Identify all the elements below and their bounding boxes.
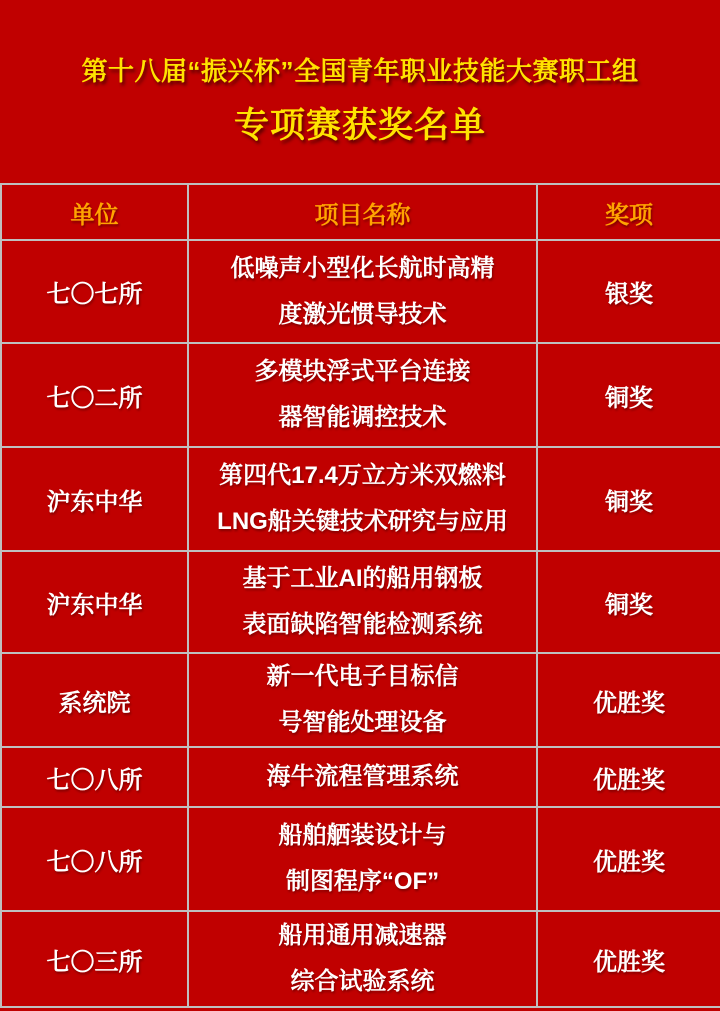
header-award: 奖项: [537, 184, 720, 240]
page-title-line1: 第十八届“振兴杯”全国青年职业技能大赛职工组: [81, 56, 639, 86]
project-cell: [188, 447, 537, 551]
table-row: [1, 747, 720, 807]
award-cell: 优胜奖: [537, 653, 720, 747]
project-line: 号智能处理设备: [278, 709, 447, 736]
project-line: 多模块浮式平台连接: [254, 358, 471, 385]
project-cell: [188, 747, 537, 807]
award-cell: 银奖: [537, 240, 720, 343]
project-cell: [188, 551, 537, 653]
project-line: 海牛流程管理系统: [266, 763, 459, 790]
award-cell: 铜奖: [537, 551, 720, 653]
unit-cell: 七〇八所: [1, 807, 188, 911]
project-cell: [188, 911, 537, 1007]
project-line: 度激光惯导技术: [278, 300, 447, 328]
table-row: [1, 653, 720, 747]
unit-cell: 系统院: [1, 653, 188, 747]
table-header-row: [1, 184, 720, 240]
project-line: 综合试验系统: [290, 968, 435, 995]
unit-cell: 七〇七所: [1, 240, 188, 343]
project-cell: [188, 343, 537, 447]
unit-cell: 沪东中华: [1, 551, 188, 653]
project-line: 船用通用减速器: [278, 922, 447, 949]
award-cell: 优胜奖: [537, 911, 720, 1007]
header-project-name: 项目名称: [188, 184, 537, 240]
title-block: [0, 0, 720, 183]
project-cell: [188, 653, 537, 747]
table-row: [1, 343, 720, 447]
award-cell: 铜奖: [537, 447, 720, 551]
project-line: 第四代17.4万立方米双燃料: [219, 462, 506, 489]
project-cell: [188, 807, 537, 911]
project-line: 船舶舾装设计与: [278, 822, 447, 849]
table-row: [1, 447, 720, 551]
unit-cell: 七〇三所: [1, 911, 188, 1007]
project-line: 基于工业AI的船用钢板: [242, 565, 483, 592]
table-row: [1, 807, 720, 911]
table-row: [1, 240, 720, 343]
awards-table: [0, 183, 720, 1008]
project-line: 表面缺陷智能检测系统: [242, 611, 483, 638]
header-unit: 单位: [1, 184, 188, 240]
project-cell: [188, 240, 537, 343]
table-row: [1, 551, 720, 653]
unit-cell: 七〇八所: [1, 747, 188, 807]
table-row: [1, 911, 720, 1007]
award-cell: 优胜奖: [537, 747, 720, 807]
project-line: LNG船关键技术研究与应用: [217, 508, 508, 535]
project-line: 新一代电子目标信: [266, 663, 459, 690]
project-line: 器智能调控技术: [278, 404, 447, 431]
project-line: 制图程序“OF”: [285, 868, 440, 895]
unit-cell: 沪东中华: [1, 447, 188, 551]
project-line: 低噪声小型化长航时高精: [230, 254, 495, 282]
award-cell: 铜奖: [537, 343, 720, 447]
page-title-line2: 专项赛获奖名单: [233, 106, 486, 145]
award-cell: 优胜奖: [537, 807, 720, 911]
unit-cell: 七〇二所: [1, 343, 188, 447]
